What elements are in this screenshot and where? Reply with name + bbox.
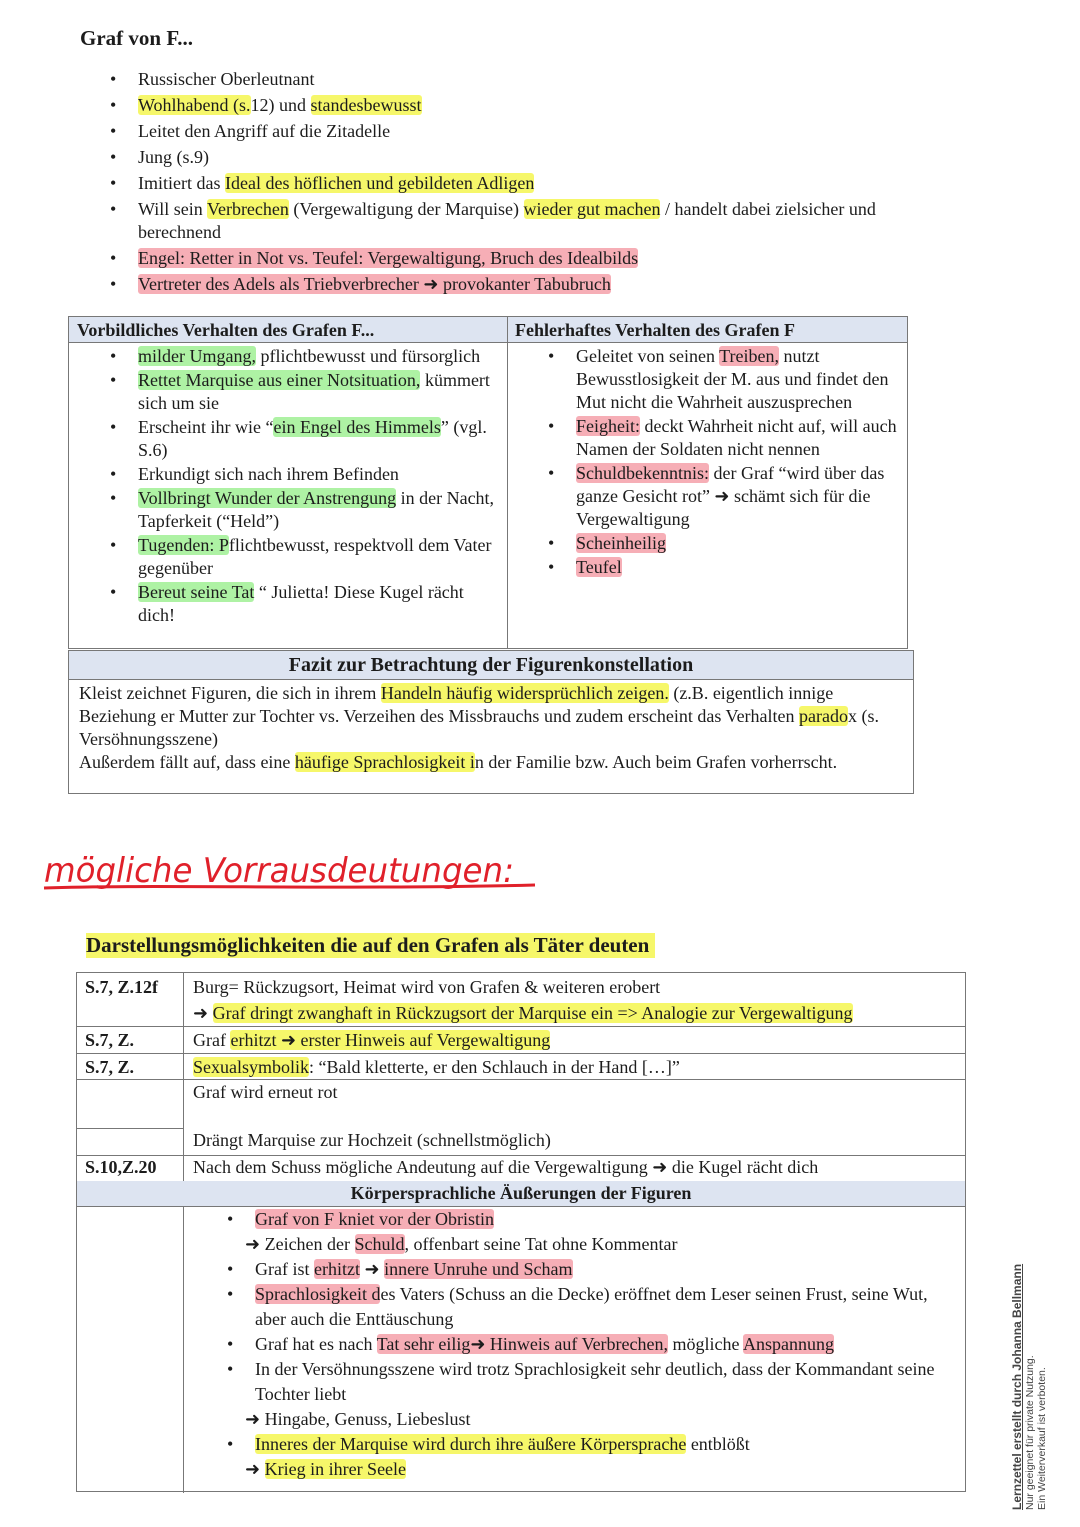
- footer-note-resale: Ein Weiterverkauf ist verboten.: [1036, 1367, 1048, 1510]
- text-segment: Drängt Marquise zur Hochzeit (schnellstmöglich): [193, 1130, 551, 1150]
- highlighted-text: Engel: Retter in Not vs. Teufel: Vergewaltigung, Bruch des Idealbilds: [138, 248, 639, 268]
- highlighted-text: Treiben,: [719, 346, 779, 366]
- highlighted-text: Vollbringt Wunder der Anstrengung: [138, 488, 397, 508]
- vorbild-list: [138, 345, 498, 628]
- highlighted-text: Inneres der Marquise wird durch ihre äußere Körpersprache: [255, 1434, 687, 1454]
- darstellung-title: Darstellungsmöglichkeiten die auf den Grafen als Täter deuten: [86, 933, 655, 958]
- highlighted-text: ein Engel des Himmels: [273, 417, 441, 437]
- list-item: [138, 416, 498, 462]
- list-item: [138, 68, 958, 91]
- text-segment: ➜: [359, 1259, 385, 1279]
- list-item: [138, 172, 958, 195]
- list-item: [138, 273, 958, 296]
- text-segment: deckt Wahrheit nicht auf, will auch Namen der Soldaten nicht nennen: [576, 416, 897, 459]
- ref-2: S.7, Z.: [85, 1030, 135, 1050]
- table-row: [193, 1055, 680, 1080]
- table-row: [193, 1128, 551, 1153]
- fazit-box: [68, 650, 914, 794]
- text-segment: Jung (s.9): [138, 147, 209, 167]
- row-line: [77, 1128, 183, 1129]
- highlighted-text: Verbrechen: [206, 199, 289, 219]
- row-line: [77, 1053, 965, 1054]
- fazit-header: Fazit zur Betrachtung der Figurenkonstellation: [69, 651, 913, 680]
- list-item: [138, 198, 958, 244]
- table-row: [193, 1080, 337, 1105]
- ref-3: S.7, Z.: [85, 1057, 135, 1077]
- list-item: [255, 1432, 955, 1457]
- ref-column-divider: [183, 973, 184, 1181]
- text-segment: Kleist zeichnet Figuren, die sich in ihrem: [79, 683, 381, 703]
- highlighted-text: Sexualsymbolik: [193, 1057, 309, 1077]
- text-segment: 12) und: [250, 95, 311, 115]
- list-item: [138, 247, 958, 270]
- list-item: [138, 345, 498, 368]
- table-row: [193, 1155, 818, 1180]
- text-segment: / handelt dabei zielsicher und berechnend: [138, 199, 876, 242]
- text-segment: “ Julietta! Diese Kugel rächt dich!: [138, 582, 464, 625]
- text-segment: ” (vgl. S.6): [138, 417, 487, 460]
- ref-1: S.7, Z.12f: [85, 977, 159, 997]
- highlighted-text: Handeln häufig widersprüchlich zeigen.: [380, 683, 669, 703]
- highlighted-text: Tugenden: P: [138, 535, 229, 555]
- list-item: [138, 534, 498, 580]
- vorausdeutung-table: [76, 972, 966, 1492]
- text-segment: in der Nacht, Tapferkeit (“Held”): [138, 488, 495, 531]
- text-segment: Erscheint ihr wie “: [138, 417, 274, 437]
- text-segment: In der Versöhnungsszene wird trotz Sprachlosigkeit sehr deutlich, dass der Kommandant seine Tochter liebt: [255, 1359, 935, 1404]
- list-item: [255, 1257, 955, 1282]
- koerper-header: Körpersprachliche Äußerungen der Figuren: [77, 1181, 965, 1206]
- text-segment: entblößt: [686, 1434, 750, 1454]
- list-item: [255, 1357, 955, 1407]
- list-item: [245, 1407, 955, 1432]
- list-item: [138, 120, 958, 143]
- text-segment: flichtbewusst, respektvoll dem Vater gegenüber: [138, 535, 492, 578]
- highlighted-text: Teufel: [576, 557, 622, 577]
- text-segment: Imitiert das: [138, 173, 225, 193]
- highlighted-text: Scheinheilig: [576, 533, 666, 553]
- highlighted-text: häufige Sprachlosigkeit i: [294, 752, 475, 772]
- highlighted-text: Graf von F kniet vor der Obristin: [255, 1209, 494, 1229]
- list-item: [138, 94, 958, 117]
- row-line: [77, 1026, 183, 1027]
- ref-4: S.10,Z.20: [85, 1157, 157, 1177]
- highlighted-text: milder Umgang,: [138, 346, 256, 366]
- text-segment: Graf hat es nach: [255, 1334, 377, 1354]
- text-segment: ➜ Zeichen der: [245, 1234, 355, 1254]
- text-segment: Graf: [193, 1030, 231, 1050]
- text-segment: (z.B. eigentlich innige Beziehung er Mutter zur Tochter vs. Verzeihen des Missbrauchs und zudem erscheint das Verhalten: [79, 683, 834, 726]
- text-segment: Leitet den Angriff auf die Zitadelle: [138, 121, 391, 141]
- fehler-header: Fehlerhaftes Verhalten des Grafen F: [507, 317, 907, 343]
- text-segment: Russischer Oberleutnant: [138, 69, 315, 89]
- text-segment: Nach dem Schuss mögliche Andeutung auf die Vergewaltigung ➜ die Kugel rächt dich: [193, 1157, 819, 1177]
- list-item: [576, 556, 901, 579]
- highlighted-text: Ideal des höflichen und gebildeten Adligen: [224, 173, 535, 193]
- list-item: [576, 415, 901, 461]
- text-segment: ➜ Hingabe, Genuss, Liebeslust: [245, 1409, 471, 1429]
- text-segment: mögliche: [668, 1334, 744, 1354]
- text-segment: es Vaters (Schuss an die Decke) eröffnet dem Leser seinen Frust, seine Wut, aber auch die Enttäuschung: [255, 1284, 928, 1329]
- text-segment: Geleitet von seinen: [576, 346, 720, 366]
- highlighted-text: Krieg in ihrer Seele: [264, 1459, 407, 1479]
- list-item: [138, 369, 498, 415]
- highlighted-text: Schuld: [354, 1234, 405, 1254]
- table-row: [193, 1028, 550, 1053]
- table-row: [193, 1001, 853, 1026]
- text-segment: Will sein: [138, 199, 207, 219]
- list-item: [255, 1282, 955, 1332]
- highlighted-text: wieder gut machen: [523, 199, 661, 219]
- ref-column-divider-lower: [183, 1206, 184, 1493]
- footer-author: Lernzettel erstellt durch Johanna Bellmann: [1010, 1263, 1024, 1510]
- list-item: [138, 487, 498, 533]
- text-segment: (Vergewaltigung der Marquise): [288, 199, 524, 219]
- table-row: [193, 975, 660, 1000]
- text-segment: Graf wird erneut rot: [193, 1082, 338, 1102]
- highlighted-text: Sprachlosigkeit d: [255, 1284, 381, 1304]
- highlighted-text: innere Unruhe und Scham: [384, 1259, 573, 1279]
- list-item: [138, 581, 498, 627]
- text-segment: Graf ist: [255, 1259, 314, 1279]
- highlighted-text: Rettet Marquise aus einer Notsituation,: [138, 370, 421, 390]
- fazit-text: [69, 680, 913, 776]
- footer-credit: [1010, 1240, 1054, 1510]
- text-segment: pflichtbewusst und fürsorglich: [255, 346, 481, 366]
- list-item: [576, 345, 901, 414]
- highlighted-text: Feigheit:: [576, 416, 640, 436]
- highlighted-text: Vertreter des Adels als Triebverbrecher ➜ provokanter Tabubruch: [138, 274, 611, 294]
- page-title: Graf von F...: [80, 26, 193, 50]
- list-item: [138, 463, 498, 486]
- highlighted-text: Anspannung: [743, 1334, 835, 1354]
- text-segment: n der Familie bzw. Auch beim Grafen vorherrscht.: [474, 752, 838, 772]
- highlighted-text: erhitzt ➜ erster Hinweis auf Vergewaltigung: [230, 1030, 551, 1050]
- text-segment: Burg= Rückzugsort, Heimat wird von Grafen & weiteren erobert: [193, 977, 661, 997]
- text-segment: kümmert sich um sie: [138, 370, 490, 413]
- highlighted-text: Wohlhabend (s.: [138, 95, 251, 115]
- row-line: [183, 1026, 965, 1027]
- handwritten-heading: [40, 840, 560, 910]
- highlighted-text: Bereut seine Tat: [138, 582, 255, 602]
- text-segment: : “Bald kletterte, er den Schlauch in der Hand […]”: [309, 1057, 680, 1077]
- highlighted-text: Tat sehr eilig➜ Hinweis auf Verbrechen,: [376, 1334, 669, 1354]
- list-item: [245, 1232, 955, 1257]
- fehler-list: [576, 345, 901, 580]
- text-segment: ➜: [193, 1003, 213, 1023]
- text-segment: Erkundigt sich nach ihrem Befinden: [138, 464, 399, 484]
- highlighted-text: standesbewusst: [310, 95, 422, 115]
- list-item: [138, 146, 958, 169]
- list-item: [576, 532, 901, 555]
- text-segment: der Graf “wird über das ganze Gesicht rot” ➜ schämt sich für die Vergewaltigung: [576, 463, 885, 529]
- highlighted-text: Schuldbekenntnis:: [576, 463, 709, 483]
- text-segment: , offenbart seine Tat ohne Kommentar: [404, 1234, 678, 1254]
- vorbild-header: Vorbildliches Verhalten des Grafen F...: [69, 317, 507, 343]
- highlighted-text: parado: [799, 706, 849, 726]
- list-item: [576, 462, 901, 531]
- list-item: [255, 1332, 955, 1357]
- list-item: [245, 1457, 955, 1482]
- intro-list: [138, 68, 958, 299]
- highlighted-text: Graf dringt zwanghaft in Rückzugsort der Marquise ein => Analogie zur Vergewaltigung: [212, 1003, 853, 1023]
- handwritten-heading-text: mögliche Vorrausdeutungen:: [44, 851, 514, 891]
- koerper-list: [245, 1207, 955, 1482]
- text-segment: ➜: [245, 1459, 265, 1479]
- list-item: [255, 1207, 955, 1232]
- column-divider: [507, 317, 508, 648]
- highlighted-text: erhitzt: [313, 1259, 360, 1279]
- text-segment: Außerdem fällt auf, dass eine: [79, 752, 295, 772]
- text-segment: nutzt Bewusstlosigkeit der M. aus und findet den Mut nicht die Wahrheit auszusprechen: [576, 346, 889, 412]
- text-segment: x (s. Versöhnungsszene): [79, 706, 880, 749]
- footer-note-private: Nur geeignet für private Nutzung.: [1024, 1355, 1036, 1510]
